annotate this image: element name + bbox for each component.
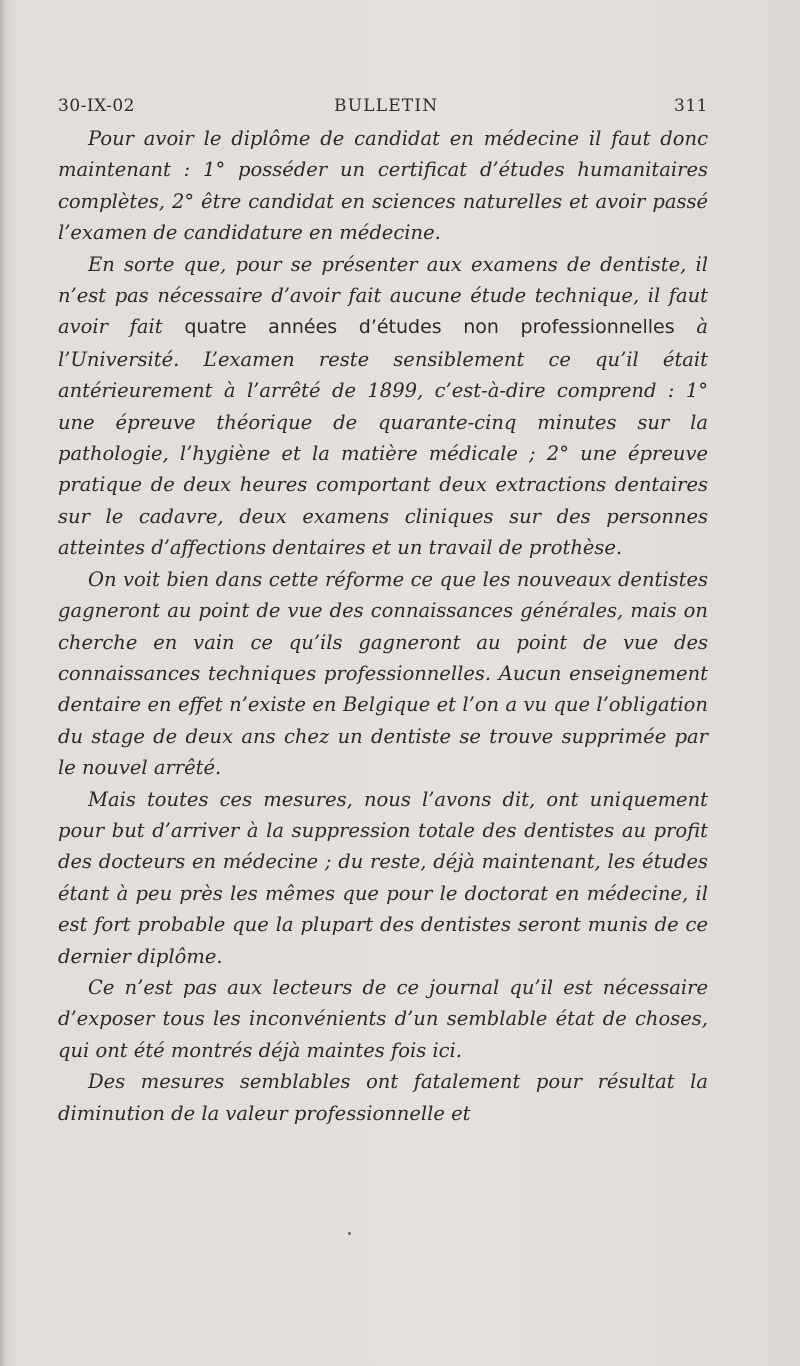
- paragraph-2-italic-end: à l’Université. L’examen reste sensiblement ce qu’il était antérieurement à l’arrêté de 1899, c’est-à-dire comprend : 1° une épreuve théorique de quarante-cinq minutes sur la pathologie, l’hygiène et la matière médicale ; 2° une épreuve pratique de deux heures comportant deux extractions dentaires sur le cadavre, deux examens cliniques sur des personnes atteintes d’affections dentaires et un travail de prothèse.: [58, 315, 708, 560]
- page-number: 311: [674, 96, 708, 116]
- ink-speck: [348, 1232, 351, 1235]
- paragraph-3: On voit bien dans cette réforme ce que les nouveaux dentistes gagneront au point de vue des connaissances générales, mais on cherche en vain ce qu’ils gagneront au point de vue des connaissances techniques professionnelles. Aucun enseignement dentaire en effet n’existe en Belgique et l’on a vu que l’obligation du stage de deux ans chez un dentiste se trouve supprimée par le nouvel arrêté.: [58, 567, 708, 780]
- paragraph-1: Pour avoir le diplôme de candidat en médecine il faut donc maintenant : 1° posséder un certificat d’études humanitaires complètes, 2° être candidat en sciences naturelles et avoir passé l’examen de candidature en médecine.: [58, 127, 708, 245]
- paragraph-6: Des mesures semblables ont fatalement pour résultat la diminution de la valeur professionnelle et: [58, 1070, 708, 1125]
- running-header: [58, 96, 708, 120]
- header-date: 30-IX-02: [58, 96, 135, 116]
- paragraph-2-italic-start: En sorte que, pour se présenter aux examens de dentiste, il n’est pas nécessaire d’avoir fait aucune étude technique, il faut avoir fait: [58, 252, 708, 339]
- paragraph-2: [58, 249, 708, 564]
- header-title: BULLETIN: [334, 96, 439, 116]
- paragraph-5: Ce n’est pas aux lecteurs de ce journal qu’il est nécessaire d’exposer tous les inconvénients d’un semblable état de choses, qui ont été montrés déjà maintes fois ici.: [58, 975, 708, 1062]
- page-binding-edge: [0, 0, 6, 1366]
- paragraph-4: Mais toutes ces mesures, nous l’avons dit, ont uniquement pour but d’arriver à la suppression totale des dentistes au profit des docteurs en médecine ; du reste, déjà maintenant, les études étant à peu près les mêmes que pour le doctorat en médecine, il est fort probable que la plupart des dentistes seront munis de ce dernier diplôme.: [58, 787, 708, 968]
- article-body: [58, 123, 708, 1129]
- paragraph-2-roman-phrase: quatre années d’études non professionnelles: [184, 316, 675, 339]
